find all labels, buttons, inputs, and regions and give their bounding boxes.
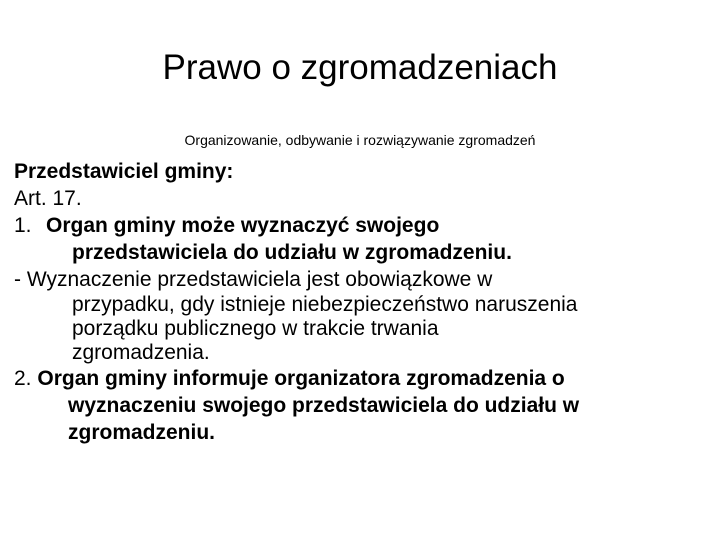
item-2-first-line	[14, 365, 704, 392]
dash-item-line-3: porządku publicznego w trakcie trwania	[72, 317, 439, 340]
item-2-line-2: wyznaczeniu swojego przedstawiciela do udziału w	[68, 394, 580, 417]
item-1-number: 1.	[14, 214, 32, 237]
item-1-first-line	[14, 212, 704, 239]
dash-item-line-2: przypadku, gdy istnieje niebezpieczeństwo naruszenia	[72, 293, 578, 316]
dash-item-line-4: zgromadzenia.	[72, 341, 210, 364]
item-1-continuation: przedstawiciela do udziału w zgromadzeniu.	[72, 241, 512, 264]
item-2-number: 2.	[14, 367, 32, 390]
item-2-line-3: zgromadzeniu.	[68, 421, 216, 444]
slide-body	[14, 158, 704, 446]
item-1-text: Organ gminy może wyznaczyć swojego	[46, 214, 440, 237]
slide-title: Prawo o zgromadzeniach	[162, 48, 558, 87]
article-number: Art. 17.	[14, 187, 82, 210]
dash-item-first-line: - Wyznaczenie przedstawiciela jest obowiązkowe w	[14, 268, 493, 291]
item-2-text: Organ gminy informuje organizatora zgromadzenia o	[37, 367, 565, 390]
section-heading: Przedstawiciel gminy:	[14, 160, 234, 183]
slide-subtitle: Organizowanie, odbywanie i rozwiązywanie zgromadzeń	[184, 132, 536, 148]
